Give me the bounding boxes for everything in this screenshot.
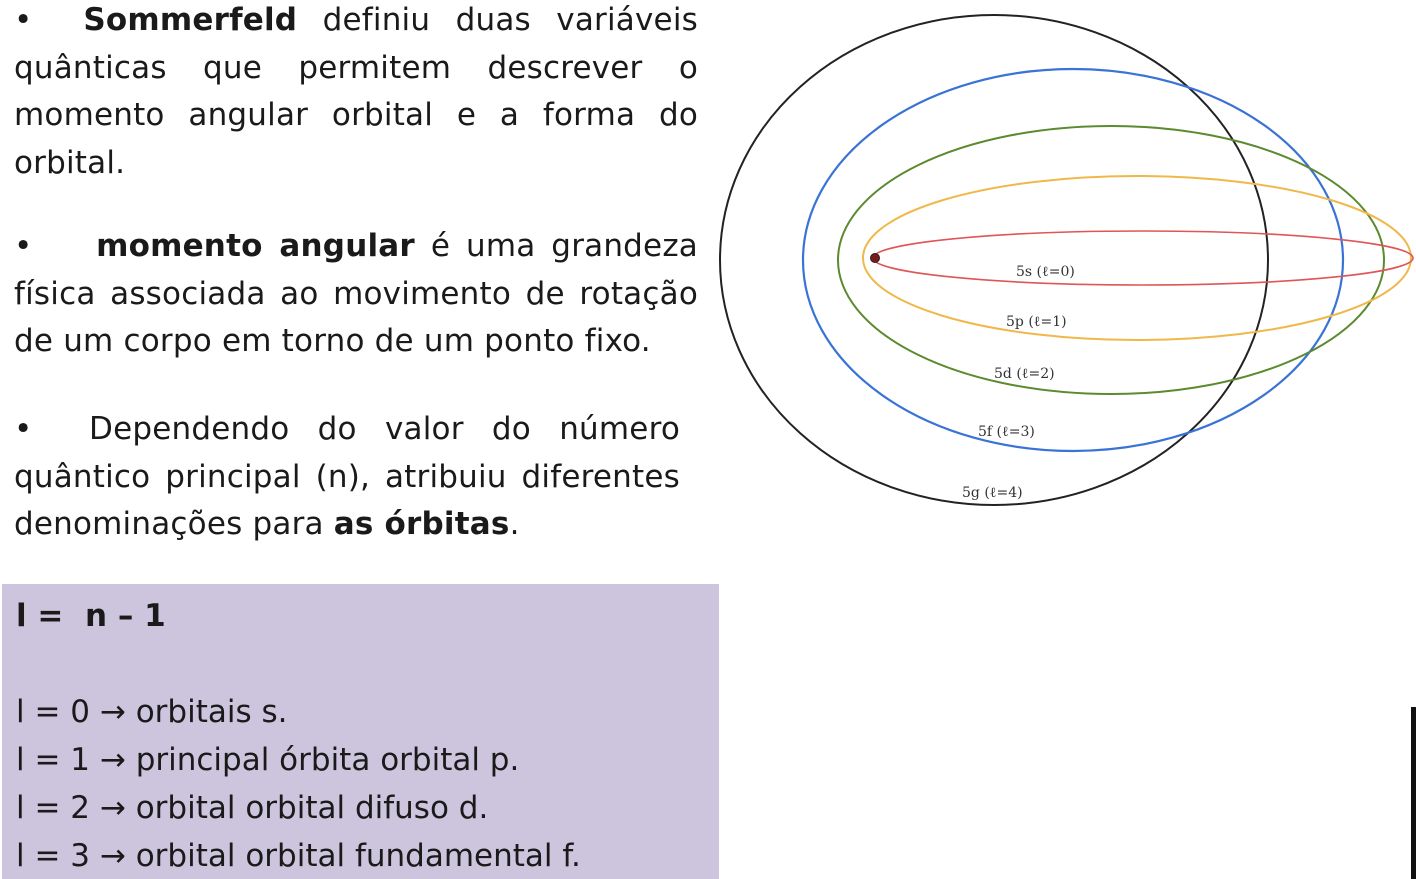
orbit-5d xyxy=(838,126,1384,394)
bullet-text: é uma grandeza física associada ao movimento de rotação de um corpo em torno de um ponto fixo. xyxy=(14,228,698,359)
bullet-dependendo xyxy=(14,406,680,549)
orbit-5s xyxy=(873,231,1413,285)
bullet-marker: • xyxy=(14,228,33,264)
rule-line-d: l = 2 → orbital orbital difuso d. xyxy=(16,790,489,826)
rule-line-p: l = 1 → principal órbita orbital p. xyxy=(16,742,520,778)
orbit-label-5p: 5p (ℓ=1) xyxy=(1006,314,1067,330)
formula-title: l = n – 1 xyxy=(16,598,166,634)
sommerfeld-orbits-diagram xyxy=(700,0,1416,540)
bullet-end-punct: . xyxy=(509,506,520,542)
orbit-label-5s: 5s (ℓ=0) xyxy=(1016,264,1075,280)
bullet-marker: • xyxy=(14,411,33,447)
orbit-label-5f: 5f (ℓ=3) xyxy=(978,424,1035,440)
rule-line-s: l = 0 → orbitais s. xyxy=(16,694,288,730)
bullet-momento-angular xyxy=(14,223,698,366)
scrollbar-edge xyxy=(1411,707,1416,879)
bullet-marker: • xyxy=(14,2,33,38)
bullet-bold-term: momento angular xyxy=(96,228,415,264)
rule-line-f: l = 3 → orbital orbital fundamental f. xyxy=(16,838,581,874)
bullet-text: Dependendo do valor do número quântico principal (n), atribuiu diferentes denominações para xyxy=(14,411,681,542)
bullet-bold-term: Sommerfeld xyxy=(83,2,298,38)
nucleus-dot xyxy=(871,254,880,263)
bullet-text: definiu duas variáveis quânticas que permitem descrever o momento angular orbital e a forma do orbital. xyxy=(14,2,698,181)
formula-box xyxy=(2,584,719,879)
orbit-label-5g: 5g (ℓ=4) xyxy=(962,485,1023,501)
orbit-label-5d: 5d (ℓ=2) xyxy=(994,366,1055,382)
bullet-bold-term: as órbitas xyxy=(333,506,510,542)
bullet-sommerfeld xyxy=(14,0,698,187)
